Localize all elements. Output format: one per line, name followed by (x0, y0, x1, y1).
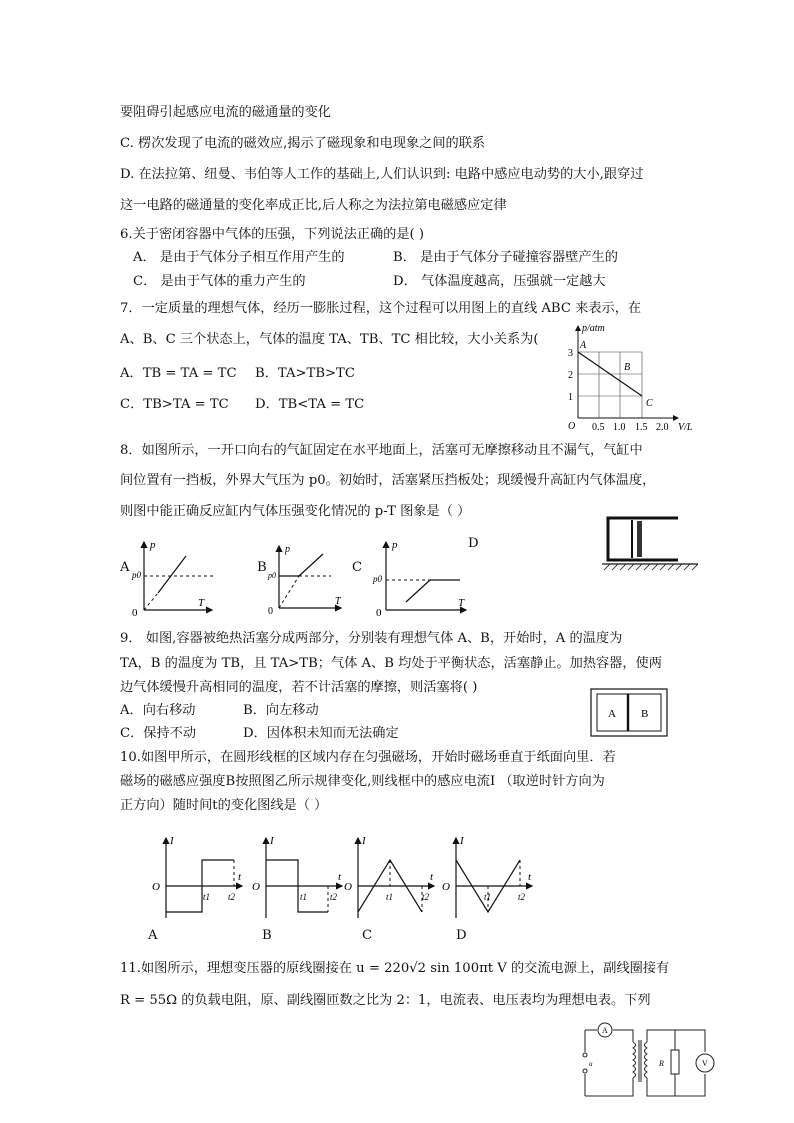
q8-graph-b (265, 540, 347, 616)
svg-text:T: T (198, 597, 205, 609)
q7-ytick-3: 3 (568, 348, 573, 359)
question-6-option-d: D． 气体温度越高，压强就一定越大 (393, 274, 606, 289)
svg-text:O: O (152, 881, 160, 893)
q10-graph-c (340, 832, 440, 924)
svg-text:V: V (702, 1059, 708, 1068)
svg-text:p0: p0 (132, 570, 141, 580)
q7-ytick-2: 2 (568, 370, 573, 381)
q7-ytick-1: 1 (568, 392, 573, 403)
q7-point-a: A (580, 340, 587, 351)
question-6-option-b: B． 是由于气体分子碰撞容器壁产生的 (393, 250, 618, 265)
question-9-option-c: C．保持不动 (120, 726, 197, 741)
svg-text:t2: t2 (330, 892, 338, 902)
q7-origin: O (568, 421, 576, 432)
svg-text:t2: t2 (228, 892, 236, 902)
svg-text:0: 0 (376, 607, 382, 619)
q7-xlabel: V/L (678, 422, 693, 433)
svg-text:t2: t2 (518, 892, 526, 902)
resistor (671, 1050, 679, 1074)
piston (637, 521, 642, 557)
question-7-stem-1: 7．一定质量的理想气体，经历一膨胀过程，这个过程可以用图上的直线 ABC 来表示，在 (120, 301, 642, 316)
q8-cylinder-figure (600, 510, 700, 578)
question-10-stem-2: 磁场的磁感应强度B按照图乙所示规律变化,则线框中的感应电流I （取逆时针方向为 (120, 774, 605, 789)
svg-text:I: I (460, 835, 464, 847)
svg-text:p0: p0 (268, 571, 276, 580)
question-10-stem-1: 10.如图甲所示，在圆形线框的区域内存在匀强磁场，开始时磁场垂直于纸面向里．若 (120, 750, 616, 765)
svg-text:t1: t1 (300, 892, 308, 902)
question-6-option-c: C． 是由于气体的重力产生的 (133, 274, 306, 289)
q7-point-c: C (646, 398, 653, 409)
svg-text:O: O (344, 881, 352, 893)
svg-text:I: I (170, 835, 174, 847)
question-7-option-d: D．TB<TA = TC (255, 397, 365, 412)
question-9-option-d: D．因体积未知而无法确定 (243, 726, 399, 741)
q11-circuit-figure (575, 1022, 725, 1104)
question-8-stem-2: 间位置有一挡板，外界大气压为 p0。初始时，活塞紧压挡板处；现缓慢升高缸内气体温度， (120, 473, 656, 488)
svg-text:A: A (602, 1026, 608, 1035)
option-d-q5-continued: 这一电路的磁通量的变化率成正比,后人称之为法拉第电磁感应定律 (120, 198, 507, 213)
q10-graph-a (148, 832, 248, 924)
svg-text:T: T (458, 597, 465, 609)
q7-xtick-2.0: 2.0 (656, 422, 669, 433)
option-c-q5: C. 楞次发现了电流的磁效应,揭示了磁现象和电现象之间的联系 (120, 136, 486, 151)
question-8-stem-3: 则图中能正确反应缸内气体压强变化情况的 p-T 图象是（ ） (120, 504, 471, 519)
question-10-stem-3: 正方向）随时间t的变化图线是（ ） (120, 798, 328, 813)
q7-ylabel: p/atm (582, 323, 605, 334)
svg-text:I: I (270, 835, 274, 847)
svg-text:0: 0 (268, 606, 273, 617)
q10-label-d: D (456, 928, 467, 943)
svg-text:t: t (238, 871, 242, 883)
svg-text:R: R (659, 1059, 664, 1068)
q7-xtick-1.0: 1.0 (613, 422, 626, 433)
q7-point-b: B (624, 362, 631, 373)
svg-text:t: t (430, 871, 434, 883)
question-11-stem-2: R = 55Ω 的负载电阻，原、副线圈匝数之比为 2：1，电流表、电压表均为理想电表。下列 (120, 993, 651, 1008)
q7-xtick-1.5: 1.5 (635, 422, 648, 433)
option-d-q5: D. 在法拉第、纽曼、韦伯等人工作的基础上,人们认识到: 电路中感应电动势的大小,跟穿过 (120, 167, 644, 182)
svg-text:t: t (528, 871, 532, 883)
svg-text:T: T (335, 596, 341, 607)
question-9-stem-3: 边气体缓慢升高相同的温度，若不计活塞的摩擦，则活塞将( ) (120, 680, 478, 695)
question-9-option-b: B．向左移动 (243, 703, 319, 718)
question-7-stem-2: A、B、C 三个状态上，气体的温度 TA、TB、TC 相比较，大小关系为( (120, 332, 539, 347)
svg-text:p: p (392, 539, 398, 551)
svg-text:u: u (589, 1060, 593, 1068)
question-11-stem-1: 11.如图所示，理想变压器的原线圈接在 u = 220√2 sin 100πt V 的交流电源上，副线圈接有 (120, 961, 670, 976)
question-7-option-a: A．TB = TA = TC (120, 366, 237, 381)
svg-text:t2: t2 (422, 892, 430, 902)
q8-graph-a (130, 536, 220, 618)
q10-graph-d (438, 832, 538, 924)
svg-text:t: t (338, 871, 342, 883)
svg-text:p: p (150, 539, 156, 551)
q8-label-b: B (257, 560, 267, 575)
question-8-stem-1: 8．如图所示，一开口向右的气缸固定在水平地面上，活塞可无摩擦移动且不漏气，气缸中 (120, 443, 643, 458)
svg-text:p0: p0 (373, 574, 382, 584)
q10-label-a: A (148, 928, 158, 943)
q7-xtick-0.5: 0.5 (592, 422, 605, 433)
q9-box-a: A (608, 708, 616, 720)
q10-label-c: C (362, 928, 373, 943)
q9-container-figure (590, 688, 670, 738)
svg-text:0: 0 (132, 607, 138, 619)
question-7-option-c: C．TB>TA = TC (120, 397, 229, 412)
question-6-stem: 6.关于密闭容器中气体的压强，下列说法正确的是( ) (120, 227, 424, 242)
svg-text:O: O (252, 881, 260, 893)
question-9-stem-1: 9． 如图,容器被绝热活塞分成两部分，分别装有理想气体 A、B，开始时，A 的温度为 (120, 631, 623, 646)
svg-text:p: p (285, 544, 290, 555)
q8-label-d: D (468, 536, 479, 551)
svg-text:O: O (442, 881, 450, 893)
q7-pv-graph (560, 320, 693, 436)
svg-text:t1: t1 (386, 892, 394, 902)
q8-label-c: C (352, 560, 363, 575)
question-9-stem-2: TA，B 的温度为 TB，且 TA>TB；气体 A、B 均处于平衡状态，活塞静止。加热容器，使两 (120, 656, 662, 671)
q9-box-b: B (641, 708, 649, 720)
svg-text:t1: t1 (484, 892, 492, 902)
text-line-1: 要阻碍引起感应电流的磁通量的变化 (120, 105, 331, 120)
question-9-option-a: A．向右移动 (120, 703, 196, 718)
q8-label-a: A (120, 560, 130, 575)
svg-text:I: I (362, 835, 366, 847)
q8-graph-c (370, 536, 470, 618)
q10-graph-b (248, 832, 348, 924)
question-6-option-a: A． 是由于气体分子相互作用产生的 (133, 250, 345, 265)
question-7-option-b: B．TA>TB>TC (255, 366, 355, 381)
svg-text:t1: t1 (203, 892, 211, 902)
q10-label-b: B (262, 928, 272, 943)
